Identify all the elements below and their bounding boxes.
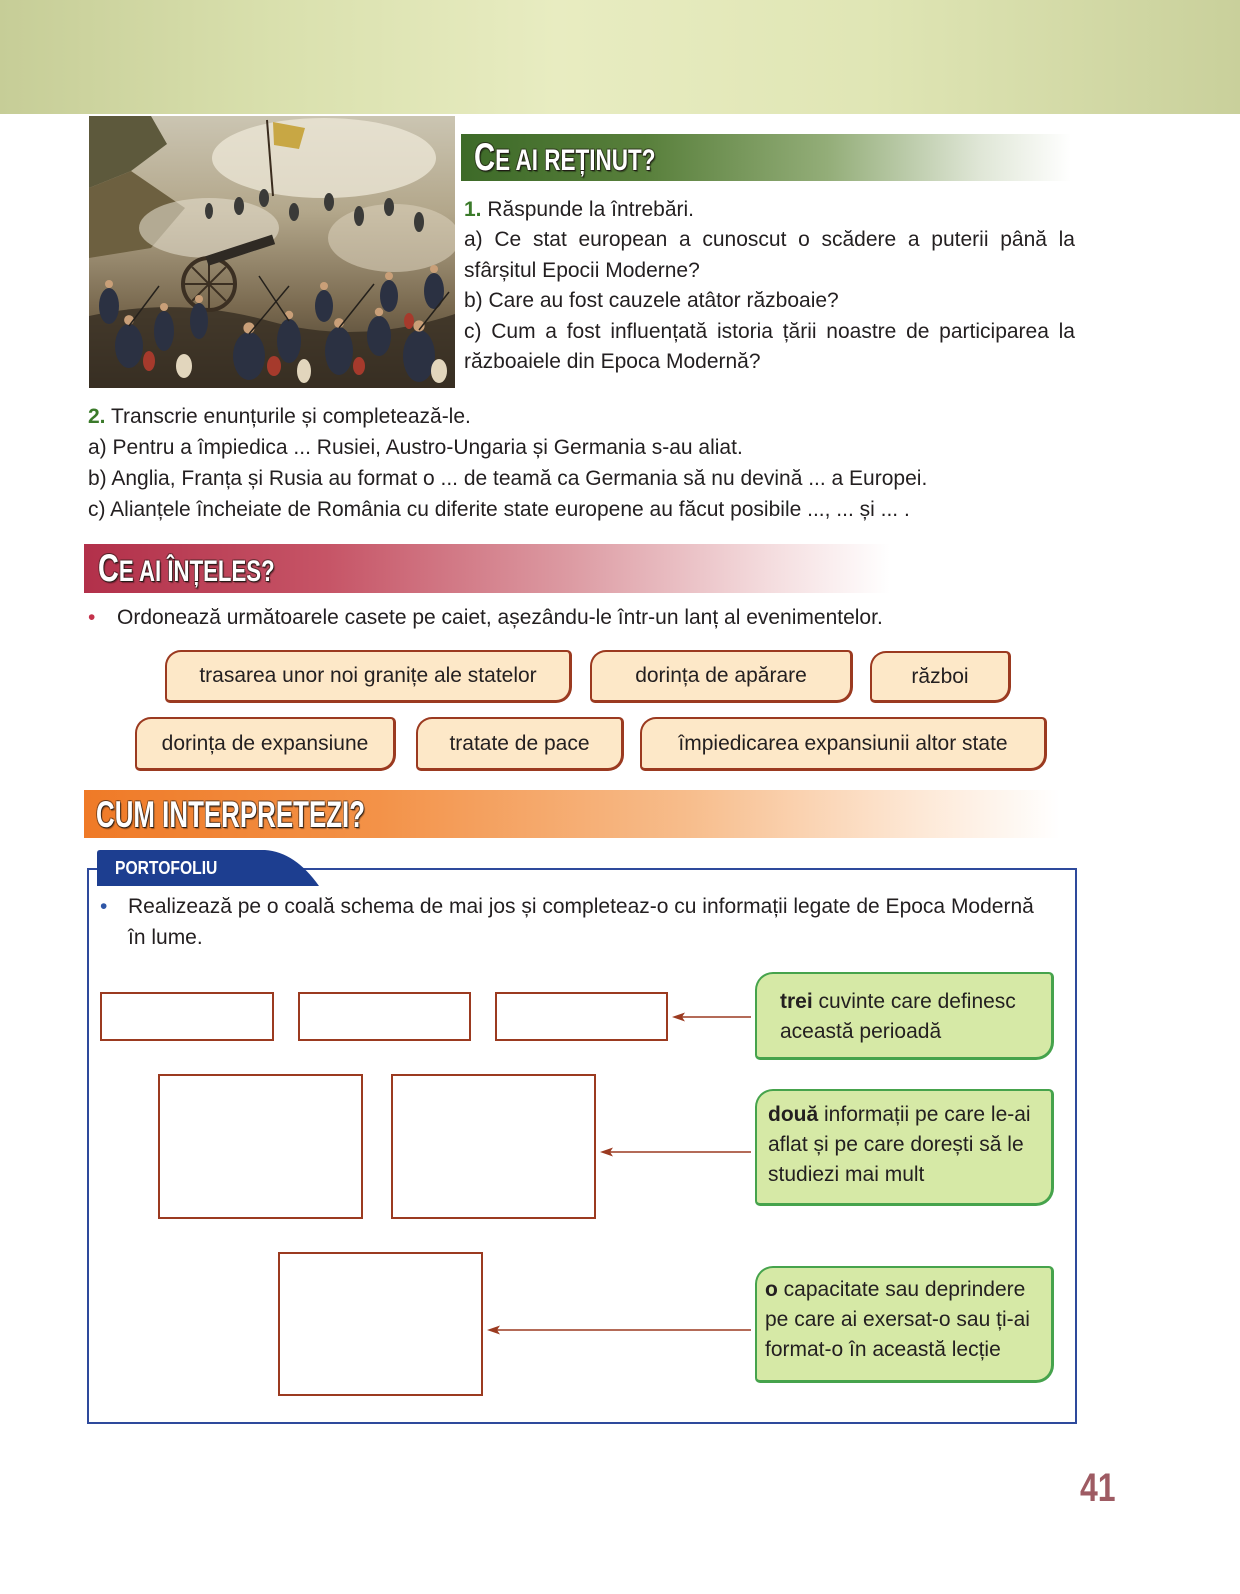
arrow-left-icon: [598, 1145, 752, 1159]
painting-figure: [414, 212, 424, 232]
painting-figure: [380, 280, 398, 312]
painting-figure: [176, 354, 192, 378]
painting-figure: [324, 193, 334, 211]
painting-figure: [289, 203, 299, 221]
question-2-item-a: a) Pentru a împiedica ... Rusiei, Austro-Ungaria și Germania s-au aliat.: [88, 436, 743, 459]
callout-text: informații pe care le-ai aflat și pe care dorești să le studiezi mai mult: [768, 1103, 1031, 1186]
callout-one-skill: [755, 1266, 1054, 1383]
callout-keyword: o: [765, 1278, 778, 1301]
painting-figure: [233, 332, 265, 380]
painting-figure: [385, 272, 393, 280]
painting-figure: [297, 359, 311, 383]
painting-figure: [315, 290, 333, 322]
question-1-item-a: a) Ce stat european a cunoscut o scădere a puterii până la sfârșitul Epocii Moderne?: [464, 228, 1075, 282]
bullet-dot-icon: •: [88, 606, 96, 629]
section-title-inteles: CE AI ÎNȚELES?: [98, 547, 275, 590]
painting-figure: [234, 197, 244, 215]
painting-figure: [115, 324, 143, 368]
question-2-prompt-line: [88, 401, 1088, 432]
question-2-item-c: c) Alianțele încheiate de România cu diferite state europene au făcut posibile ..., ... și ... .: [88, 498, 910, 521]
event-box: [590, 650, 853, 703]
section-header-retinut: [461, 134, 1071, 181]
painting-figure: [384, 198, 394, 216]
question-1-prompt-line: [464, 195, 1075, 225]
battle-painting: [89, 116, 455, 388]
painting-figure: [143, 351, 155, 371]
callout-keyword: trei: [780, 990, 813, 1013]
callout-text: capacitate sau deprindere pe care ai exersat-o sau ți-ai format-o în această lecție: [765, 1278, 1030, 1361]
arrow-left-icon: [485, 1323, 752, 1337]
event-box-label: dorința de apărare: [635, 664, 807, 687]
schema-empty-box: [158, 1074, 363, 1219]
event-box-label: dorința de expansiune: [161, 731, 369, 755]
painting-figure: [320, 282, 328, 290]
question-2-item-b: b) Anglia, Franța și Rusia au format o ... de teamă ca Germania să nu devină ... a Europei.: [88, 467, 928, 490]
painting-figure: [353, 357, 365, 375]
schema-empty-box: [391, 1074, 596, 1219]
painting-figure: [160, 303, 168, 311]
painting-figure: [205, 203, 213, 219]
painting-figure: [403, 330, 435, 382]
inteles-instruction: Ordonează următoarele casete pe caiet, așezându-le într-un lanț al evenimentelor.: [117, 606, 883, 629]
painting-figure: [154, 311, 174, 351]
question-1-item-c: c) Cum a fost influențată istoria țării noastre de participarea la războaiele din Epoca Modernă?: [464, 319, 1075, 374]
question-2-prompt: Transcrie enunțurile și completează-le.: [110, 405, 471, 428]
top-banner: [0, 0, 1240, 114]
event-box: [640, 717, 1047, 771]
section-header-inteles: [84, 544, 890, 593]
painting-figure: [124, 315, 134, 325]
painting-figure: [325, 327, 353, 375]
painting-figure: [367, 316, 391, 356]
portfolio-tab-label: PORTOFOLIU: [115, 858, 218, 878]
painting-figure: [105, 280, 113, 288]
callout-text: cuvinte care definesc această perioadă: [780, 990, 1016, 1043]
bullet-dot-icon: •: [100, 895, 108, 918]
schema-empty-box: [495, 992, 668, 1041]
section-title-interpretezi: CUM INTERPRETEZI?: [96, 793, 366, 835]
painting-figure: [277, 319, 301, 363]
event-box: [416, 717, 624, 771]
painting-figure: [404, 313, 414, 329]
section-header-interpretezi: [84, 790, 1060, 838]
painting-figure: [190, 303, 208, 339]
question-2-number: 2.: [88, 405, 106, 428]
painting-figure: [431, 359, 447, 383]
painting-figure: [259, 189, 269, 207]
painting-figure: [375, 308, 383, 316]
painting-figure: [267, 356, 281, 376]
question-1-item-b: b) Care au fost cauzele atâtor războaie?: [464, 289, 839, 313]
event-box-label: tratate de pace: [449, 731, 590, 755]
event-box-label: trasarea unor noi granițe ale statelor: [199, 664, 537, 687]
painting-figure: [354, 206, 364, 226]
page-number: 41: [1080, 1466, 1116, 1510]
painting-figure: [424, 273, 444, 309]
question-1-prompt: Răspunde la întrebări.: [487, 198, 694, 221]
event-box: [165, 650, 572, 703]
event-box: [135, 717, 396, 771]
question-2: [88, 401, 1088, 525]
painting-smoke: [212, 118, 436, 198]
painting-figure: [430, 265, 438, 273]
callout-keyword: două: [768, 1103, 819, 1126]
event-box-label: război: [911, 664, 969, 688]
portfolio-instruction: Realizează pe o coală schema de mai jos și completeaz-o cu informații legate de Epoca Modernă în lume.: [128, 895, 1034, 949]
event-box: [870, 651, 1011, 703]
painting-figure: [243, 322, 254, 333]
painting-figure: [195, 295, 203, 303]
event-box-label: împiedicarea expansiunii altor state: [678, 731, 1008, 755]
callout-two-facts: [755, 1089, 1054, 1206]
arrow-left-icon: [670, 1010, 752, 1024]
schema-empty-box: [298, 992, 471, 1041]
question-1: [464, 195, 1075, 377]
section-title-retinut: CE AI REȚINUT?: [474, 136, 656, 179]
question-1-number: 1.: [464, 198, 482, 221]
painting-figure: [99, 288, 119, 324]
schema-empty-box: [278, 1252, 483, 1396]
callout-three-words: [755, 972, 1054, 1060]
schema-empty-box: [100, 992, 274, 1041]
